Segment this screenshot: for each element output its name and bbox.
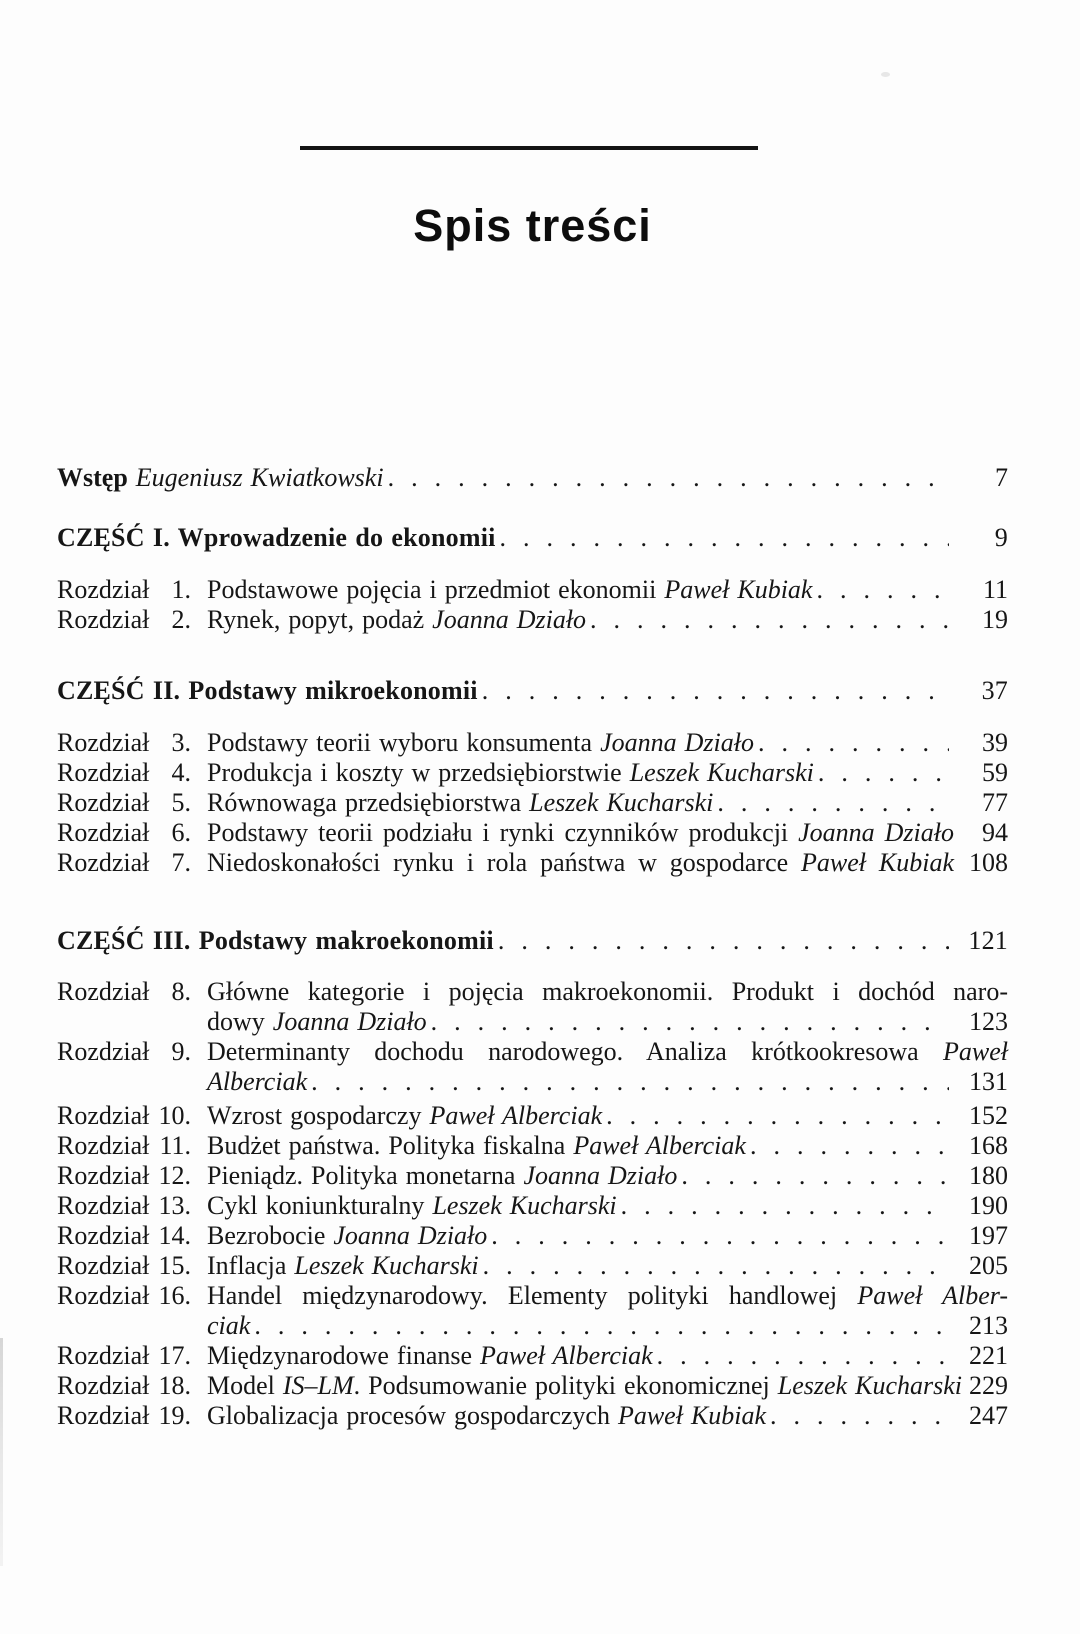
toc-entry-segment: Alberciak xyxy=(207,1067,308,1096)
toc-row-rozdzial-18 xyxy=(57,1371,1008,1401)
toc-entry-segment: Globalizacja procesów gospodarczych xyxy=(207,1401,618,1430)
toc-entry-text xyxy=(207,575,812,605)
toc-row-rozdzial-8-line2 xyxy=(57,1007,1008,1037)
toc-page-number: 11 xyxy=(982,575,1008,604)
toc-row-rozdzial-5 xyxy=(57,788,1008,818)
toc-row-wstep xyxy=(57,463,1008,493)
dot-leader xyxy=(500,523,949,553)
toc-row-prefix: Rozdział xyxy=(57,758,150,787)
toc-row-rozdzial-11 xyxy=(57,1131,1008,1161)
toc-page-number: 108 xyxy=(969,848,1008,877)
toc-page-number: 131 xyxy=(969,1067,1008,1096)
toc-entry-segment: IS–LM xyxy=(282,1371,354,1400)
toc-entry-segment: Międzynarodowe finanse xyxy=(207,1341,481,1370)
toc-page-number: 39 xyxy=(982,728,1008,757)
toc-chapter-number: 15. xyxy=(158,1251,191,1280)
toc-row-prefix: Rozdział xyxy=(57,728,150,757)
toc-entry-segment: Leszek Kucharski xyxy=(529,788,714,817)
toc-row-czesc-2 xyxy=(57,676,1008,706)
toc-row-rozdzial-9-line1 xyxy=(57,1037,1008,1067)
toc-row-rozdzial-1 xyxy=(57,575,1008,605)
toc-chapter-number: 6. xyxy=(171,818,191,847)
toc-chapter-number: 4. xyxy=(171,758,191,787)
toc-page-number: 180 xyxy=(969,1161,1008,1190)
toc-entry-segment: Paweł Alberciak xyxy=(573,1131,746,1160)
dot-leader xyxy=(606,1101,949,1131)
toc-entry-text xyxy=(207,1101,602,1131)
toc-entry-text xyxy=(57,523,496,553)
toc-entry-segment: Joanna Działo xyxy=(798,818,954,847)
toc-entry-text xyxy=(57,926,494,956)
toc-entry-segment: Handel międzynarodowy. Elementy polityki handlowej xyxy=(207,1281,858,1310)
toc-entry-segment: Główne kategorie i pojęcia makroekonomii. Produkt i dochód naro- xyxy=(207,977,1008,1006)
toc-row-prefix: Rozdział xyxy=(57,605,150,634)
toc-row-prefix: Rozdział xyxy=(57,1251,150,1280)
toc-row-prefix: Rozdział xyxy=(57,788,150,817)
toc-entry-segment: Podstawy teorii podziału i rynki czynników produkcji xyxy=(207,818,799,847)
toc-row-czesc-1 xyxy=(57,523,1008,553)
toc-page-number: 221 xyxy=(969,1341,1008,1370)
toc-entry-segment: Paweł Kubiak xyxy=(617,1401,767,1430)
toc-entry-text xyxy=(207,1341,653,1371)
toc-page-number: 152 xyxy=(969,1101,1008,1130)
dot-leader xyxy=(483,1251,949,1281)
toc-chapter-number: 10. xyxy=(158,1101,191,1130)
toc-chapter-number: 12. xyxy=(158,1161,191,1190)
toc-entry-segment: Determinanty dochodu narodowego. Analiza krótkookresowa xyxy=(207,1037,943,1066)
toc-row-rozdzial-13 xyxy=(57,1191,1008,1221)
toc-page-number: 229 xyxy=(969,1371,1008,1400)
toc-row-rozdzial-6 xyxy=(57,818,1008,848)
toc-entry-segment: Bezrobocie xyxy=(207,1221,334,1250)
toc-entry-segment: Eugeniusz Kwiatkowski xyxy=(135,463,384,492)
toc-entry-segment: Leszek Kucharski xyxy=(777,1371,962,1400)
dot-leader xyxy=(657,1341,949,1371)
toc-page-number: 19 xyxy=(982,605,1008,634)
dot-leader xyxy=(681,1161,949,1191)
toc-entry-text xyxy=(207,758,814,788)
dot-leader xyxy=(818,758,949,788)
toc-entry-text xyxy=(207,1221,487,1251)
toc-entry-text xyxy=(207,977,1008,1007)
toc-page-number: 168 xyxy=(969,1131,1008,1160)
toc-entry-segment: Joanna Działo xyxy=(272,1007,427,1036)
toc-entry-text xyxy=(207,1037,1008,1067)
toc-entry-segment: Paweł Kubiak xyxy=(664,575,813,604)
toc-chapter-number: 13. xyxy=(158,1191,191,1220)
toc-row-rozdzial-16-line1 xyxy=(57,1281,1008,1311)
toc-entry-segment: Paweł Kubiak xyxy=(801,848,955,877)
toc-entry-text xyxy=(207,1281,1008,1311)
toc-entry-text xyxy=(207,728,754,758)
toc-entry-text xyxy=(207,605,586,635)
dot-leader xyxy=(431,1007,949,1037)
toc-entry-text xyxy=(207,1191,617,1221)
toc-entry-segment: Joanna Działo xyxy=(432,605,587,634)
toc-entry-text xyxy=(207,1007,427,1037)
toc-chapter-number: 18. xyxy=(158,1371,191,1400)
toc-row-rozdzial-14 xyxy=(57,1221,1008,1251)
toc-row-rozdzial-15 xyxy=(57,1251,1008,1281)
dot-leader xyxy=(254,1311,949,1341)
toc-page-number: 213 xyxy=(969,1311,1008,1340)
toc-entry-segment: Paweł Alberciak xyxy=(429,1101,603,1130)
toc-entry-segment: Joanna Działo xyxy=(333,1221,488,1250)
title-rule xyxy=(300,146,758,150)
toc-entry-segment: Model xyxy=(207,1371,283,1400)
toc-chapter-number: 1. xyxy=(171,575,191,604)
dot-leader xyxy=(590,605,949,635)
toc-entry-segment: Paweł Alber- xyxy=(857,1281,1009,1310)
toc-list xyxy=(57,463,1008,1431)
toc-entry-text xyxy=(207,818,954,848)
toc-chapter-number: 16. xyxy=(158,1281,191,1310)
dot-leader xyxy=(482,676,949,706)
dot-leader xyxy=(750,1131,949,1161)
toc-entry-segment: CZĘŚĆ II. Podstawy mikroekonomii xyxy=(57,676,478,705)
toc-entry-text xyxy=(207,848,954,878)
toc-row-prefix: Rozdział xyxy=(57,1371,150,1400)
dot-leader xyxy=(498,926,949,956)
toc-page-number: 77 xyxy=(982,788,1008,817)
toc-row-rozdzial-10 xyxy=(57,1101,1008,1131)
toc-chapter-number: 3. xyxy=(171,728,191,757)
toc-entry-segment: Paweł xyxy=(943,1037,1008,1066)
toc-row-czesc-3 xyxy=(57,926,1008,956)
toc-row-prefix: Rozdział xyxy=(57,1401,150,1430)
toc-page-number: 123 xyxy=(969,1007,1008,1036)
toc-page-number: 94 xyxy=(982,818,1008,847)
toc-page-number: 59 xyxy=(982,758,1008,787)
toc-entry-segment: Leszek Kucharski xyxy=(294,1251,479,1280)
toc-page-number: 37 xyxy=(981,676,1008,705)
toc-row-rozdzial-17 xyxy=(57,1341,1008,1371)
toc-row-prefix: Rozdział xyxy=(57,1281,150,1310)
toc-row-rozdzial-3 xyxy=(57,728,1008,758)
toc-entry-segment: Leszek Kucharski xyxy=(432,1191,617,1220)
toc-entry-text xyxy=(207,1131,746,1161)
toc-entry-segment: Niedoskonałości rynku i rola państwa w gospodarce xyxy=(207,848,802,877)
toc-entry-text xyxy=(207,788,713,818)
dot-leader xyxy=(758,728,949,758)
toc-page-number: 205 xyxy=(969,1251,1008,1280)
toc-row-rozdzial-7 xyxy=(57,848,1008,878)
toc-entry-text xyxy=(57,676,478,706)
dot-leader xyxy=(621,1191,949,1221)
toc-row-rozdzial-9-line2 xyxy=(57,1067,1008,1097)
toc-row-prefix: Rozdział xyxy=(57,977,150,1006)
dot-leader xyxy=(491,1221,949,1251)
toc-row-rozdzial-12 xyxy=(57,1161,1008,1191)
toc-chapter-number: 14. xyxy=(158,1221,191,1250)
toc-entry-segment: Joanna Działo xyxy=(600,728,754,757)
dot-leader xyxy=(311,1067,949,1097)
toc-chapter-number: 2. xyxy=(171,605,191,634)
toc-entry-segment: Wzrost gospodarczy xyxy=(207,1101,430,1130)
toc-entry-text xyxy=(207,1311,250,1341)
toc-entry-text xyxy=(57,463,384,493)
toc-row-prefix: Rozdział xyxy=(57,1101,150,1130)
toc-row-prefix: Rozdział xyxy=(57,1161,150,1190)
toc-entry-text xyxy=(207,1067,307,1097)
toc-entry-segment: Budżet państwa. Polityka fiskalna xyxy=(207,1131,574,1160)
scan-artifact-speck xyxy=(881,72,890,77)
toc-entry-segment: Wstęp xyxy=(57,463,136,492)
toc-entry-segment: Rynek, popyt, podaż xyxy=(207,605,433,634)
toc-chapter-number: 5. xyxy=(171,788,191,817)
toc-entry-segment: Podstawy teorii wyboru konsumenta xyxy=(207,728,601,757)
toc-row-rozdzial-2 xyxy=(57,605,1008,635)
toc-entry-segment: Równowaga przedsiębiorstwa xyxy=(207,788,530,817)
toc-row-rozdzial-16-line2 xyxy=(57,1311,1008,1341)
toc-chapter-number: 19. xyxy=(158,1401,191,1430)
toc-chapter-number: 9. xyxy=(171,1037,191,1066)
toc-entry-segment: Leszek Kucharski xyxy=(629,758,814,787)
toc-entry-segment: Produkcja i koszty w przedsiębiorstwie xyxy=(207,758,630,787)
toc-entry-text xyxy=(207,1401,766,1431)
toc-row-prefix: Rozdział xyxy=(57,1221,150,1250)
toc-entry-text xyxy=(207,1161,677,1191)
toc-entry-text xyxy=(207,1251,479,1281)
toc-row-prefix: Rozdział xyxy=(57,1131,150,1160)
toc-row-prefix: Rozdział xyxy=(57,575,150,604)
toc-page-number: 247 xyxy=(969,1401,1008,1430)
toc-row-prefix: Rozdział xyxy=(57,818,150,847)
toc-entry-segment: Inflacja xyxy=(207,1251,295,1280)
toc-page-number: 121 xyxy=(968,926,1008,955)
dot-leader xyxy=(717,788,949,818)
toc-page-number: 9 xyxy=(994,523,1008,552)
toc-entry-text xyxy=(207,1371,962,1401)
toc-page-number: 197 xyxy=(969,1221,1008,1250)
toc-row-rozdzial-8-line1 xyxy=(57,977,1008,1007)
scan-artifact-left-streak xyxy=(0,1338,3,1566)
toc-entry-segment: ciak xyxy=(207,1311,251,1340)
page-title: Spis treści xyxy=(413,200,652,252)
toc-entry-segment: Pieniądz. Polityka monetarna xyxy=(207,1161,524,1190)
toc-row-prefix: Rozdział xyxy=(57,1191,150,1220)
dot-leader xyxy=(770,1401,949,1431)
toc-entry-segment: Cykl koniunkturalny xyxy=(207,1191,433,1220)
toc-row-rozdzial-19 xyxy=(57,1401,1008,1431)
toc-entry-segment: . Podsumowanie polityki ekonomicznej xyxy=(353,1371,778,1400)
toc-row-prefix: Rozdział xyxy=(57,1341,150,1370)
toc-entry-segment: Joanna Działo xyxy=(523,1161,678,1190)
toc-page-number: 190 xyxy=(969,1191,1008,1220)
dot-leader xyxy=(816,575,949,605)
toc-chapter-number: 7. xyxy=(171,848,191,877)
toc-row-prefix: Rozdział xyxy=(57,1037,150,1066)
toc-row-prefix: Rozdział xyxy=(57,848,150,877)
toc-entry-segment: Podstawowe pojęcia i przedmiot ekonomii xyxy=(207,575,665,604)
dot-leader xyxy=(388,463,949,493)
toc-entry-segment: dowy xyxy=(207,1007,273,1036)
toc-chapter-number: 11. xyxy=(159,1131,191,1160)
toc-chapter-number: 17. xyxy=(158,1341,191,1370)
toc-entry-segment: CZĘŚĆ I. Wprowadzenie do ekonomii xyxy=(57,523,496,552)
toc-chapter-number: 8. xyxy=(171,977,191,1006)
toc-entry-segment: CZĘŚĆ III. Podstawy makroekonomii xyxy=(57,926,494,955)
toc-page-number: 7 xyxy=(995,463,1008,492)
toc-entry-segment: Paweł Alberciak xyxy=(480,1341,653,1370)
toc-row-rozdzial-4 xyxy=(57,758,1008,788)
